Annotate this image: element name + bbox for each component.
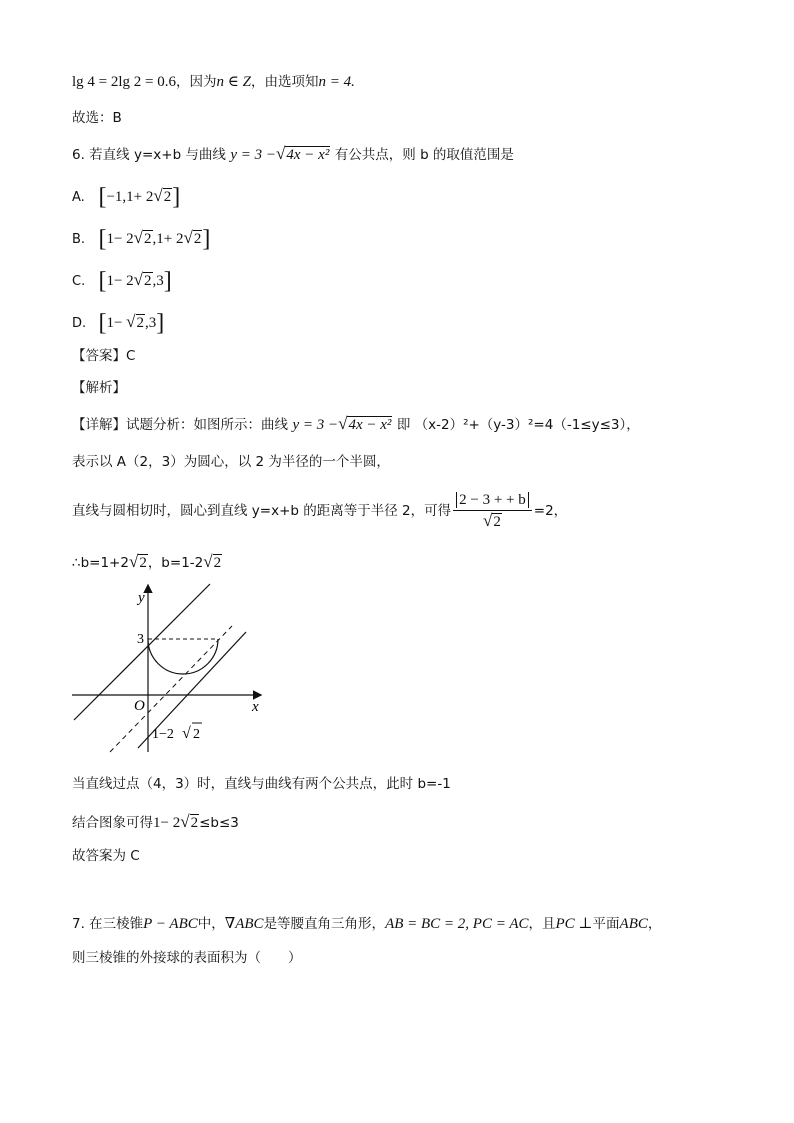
curve-radicand: 4x − x² (348, 417, 392, 433)
question-text: 中， (197, 916, 225, 932)
option-label: C. (72, 274, 86, 289)
tangent-text: 直线与圆相切时，圆心到直线 y=x+b 的距离等于半径 2，可得 (72, 503, 452, 519)
option-math: 1− 2 (106, 273, 134, 289)
question-math: PC ⊥ (555, 916, 593, 932)
question-math: AB = BC = 2, PC = AC (385, 916, 529, 932)
question-math: ABC (619, 916, 648, 932)
question-text: 有公共点，则 b 的取值范围是 (334, 147, 514, 163)
therefore-radicand: 2 (213, 555, 222, 571)
option-a[interactable]: A. [−1,1+ 2√2] (72, 184, 181, 210)
y-intercept-label: 3 (137, 632, 144, 647)
option-label: B. (72, 232, 86, 247)
detail-text: 即 （x-2）²+（y-3）²=4（-1≤y≤3）， (396, 417, 640, 433)
option-label: D. (72, 316, 87, 331)
therefore-text: ，b=1-2 (147, 555, 204, 571)
option-b[interactable]: B. [1− 2√2,1+ 2√2] (72, 226, 211, 252)
question-text: ，且 (528, 916, 556, 932)
x-axis-label: x (252, 699, 259, 715)
solution-line-lg (72, 72, 355, 92)
origin-label: O (134, 698, 145, 714)
option-radicand: 2 (136, 315, 145, 331)
fraction-numerator: 2 − 3 + + b (456, 492, 529, 508)
option-radicand: 2 (163, 189, 172, 205)
answer-line: 【答案】C (72, 348, 136, 364)
detail-text: 【详解】试题分析：如图所示：曲线 (72, 417, 288, 433)
math-lg: lg 4 = 2lg 2 = 0.6 (72, 74, 177, 90)
question-7-line-2: 则三棱锥的外接球的表面积为（ ） (72, 950, 302, 966)
curve-lhs: y = 3 − (292, 417, 339, 433)
distance-fraction: $\frac{2 - 3 + + b}{√2}$ (453, 490, 532, 532)
question-math: ∇ABC (224, 916, 264, 932)
question-6: 6. 若直线 y=x+b 与曲线 y = 3 −√4x − x² 有公共点，则 b 的取值范围是 (72, 144, 514, 163)
therefore-text: ∴b=1+2 (72, 555, 129, 571)
question-7 (72, 914, 661, 934)
conclusion-line: 故答案为 C (72, 848, 140, 864)
option-math: ,3 (152, 273, 164, 289)
combine-line: 结合图象可得1− 2√2≤b≤3 (72, 812, 239, 831)
combine-text: 结合图象可得 (72, 815, 153, 831)
fraction-denominator: 2 (493, 514, 501, 530)
question-text: 7. 在三棱锥 (72, 916, 144, 932)
option-radicand: 2 (193, 231, 202, 247)
coordinate-figure (60, 580, 280, 760)
option-math: ,3 (145, 315, 157, 331)
question-text: 是等腰直角三角形， (263, 916, 386, 932)
tangent-text: =2， (533, 503, 568, 519)
y-axis-label: y (138, 590, 145, 606)
math-n-eq-4: n = 4. (318, 74, 355, 90)
tangent-line (72, 490, 567, 532)
therefore-radicand: 2 (139, 555, 147, 571)
question-math: P − ABC (143, 916, 198, 932)
curve-lhs: y = 3 − (230, 147, 277, 163)
combine-math: 1− 2 (153, 815, 181, 831)
option-label: A. (72, 190, 85, 205)
svg-text:√: √ (182, 725, 191, 742)
semicircle-curve (148, 639, 218, 674)
semicircle-line: 表示以 A（2，3）为圆心，以 2 为半径的一个半圆， (72, 454, 390, 470)
option-radicand: 2 (144, 273, 152, 289)
question-text: ， (647, 916, 662, 932)
option-math: 1− (106, 315, 127, 331)
combine-text: ≤b≤3 (199, 815, 239, 831)
combine-radicand: 2 (190, 815, 199, 831)
question-text: 6. 若直线 y=x+b 与曲线 (72, 147, 226, 163)
detail-line: 【详解】试题分析：如图所示：曲线 y = 3 −√4x − x² 即 （x-2）²+（y-3）²=4（-1≤y≤3）， (72, 414, 640, 433)
option-c[interactable]: C. [1− 2√2,3] (72, 268, 172, 294)
option-math: ,1+ 2 (152, 231, 184, 247)
text: ，由选项知 (250, 74, 319, 90)
therefore-line: ∴b=1+2√2，b=1-2√2 (72, 552, 222, 571)
option-math: −1,1+ 2 (106, 189, 154, 205)
question-text: 平面 (592, 916, 620, 932)
option-radicand: 2 (144, 231, 152, 247)
passing-point-line: 当直线过点（4，3）时，直线与曲线有两个公共点，此时 b=-1 (72, 776, 451, 792)
choice-line: 故选：B (72, 110, 122, 126)
lower-intercept-label: 1−2 (152, 727, 174, 742)
curve-radicand: 4x − x² (286, 147, 330, 163)
lower-intercept-radicand: 2 (193, 727, 200, 742)
text: ，因为 (176, 74, 217, 90)
math-n-in-z: n ∈ Z (216, 74, 251, 90)
option-d[interactable]: D. [1− √2,3] (72, 310, 165, 336)
option-math: 1− 2 (106, 231, 134, 247)
analysis-heading: 【解析】 (72, 380, 126, 396)
